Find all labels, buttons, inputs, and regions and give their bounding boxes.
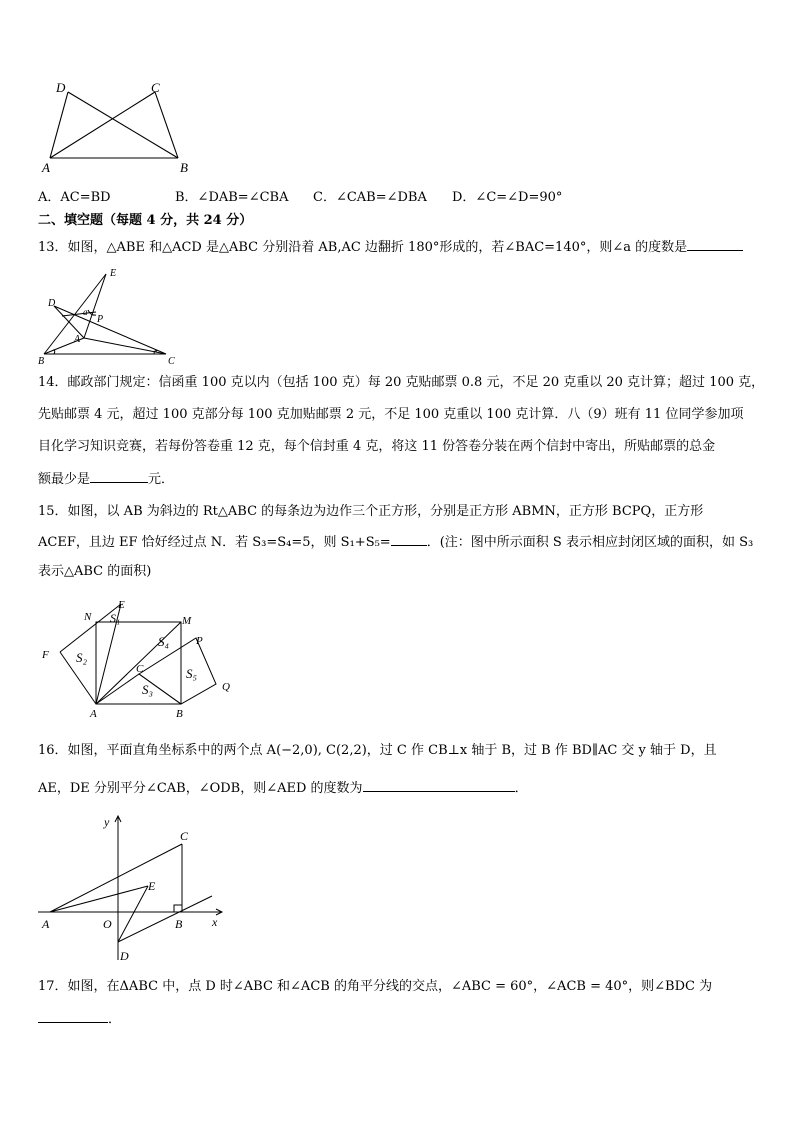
q15-line-3: 表示△ABC 的面积)	[38, 564, 152, 579]
q14-line-2: 先贴邮票 4 元，超过 100 克部分每 100 克加贴邮票 2 元，不足 100 克重以 100 克计算．八（9）班有 11 位同学参加项	[38, 407, 744, 422]
q16-answer-blank[interactable]	[363, 779, 515, 792]
q15-label-s1: S₁	[110, 611, 121, 625]
q15-label-a: A	[90, 708, 97, 720]
q16-label-d: D	[120, 949, 129, 963]
q15-answer-blank[interactable]	[391, 533, 427, 546]
q17-line-2-end: ．	[108, 1012, 122, 1027]
q15-label-p: P	[196, 635, 203, 647]
q17-line-2	[38, 1010, 758, 1029]
q15-figure	[36, 596, 246, 722]
q12-option-d: D．∠C=∠D=90°	[452, 190, 563, 205]
q16-label-o: O	[103, 917, 112, 931]
q13-label-a-angle: a	[83, 307, 88, 317]
q15-label-q: Q	[222, 681, 230, 693]
label-a: A	[42, 160, 50, 175]
q13-stem: 13．如图，△ABE 和△ACD 是△ABC 分别沿着 AB,AC 边翻折 180°形成的，若∠BAC=140°，则∠a 的度数是	[38, 240, 688, 255]
q13-label-b: B	[38, 356, 45, 367]
q13-label-e: E	[110, 268, 117, 279]
q14-suffix: 元．	[148, 472, 175, 487]
q12-option-b: B．∠DAB=∠CBA	[175, 190, 289, 205]
q16-line-2-text: AE，DE 分别平分∠CAB，∠ODB，则∠AED 的度数为	[38, 781, 363, 796]
q13-label-p: P	[97, 314, 104, 325]
q16-label-y: y	[104, 815, 110, 829]
q13-label-a: A	[74, 334, 81, 345]
q12-figure	[30, 78, 200, 178]
q16-line-2-end: ．	[514, 781, 528, 796]
q15-line-2a: ACEF，且边 EF 恰好经过点 N．若 S₃=S₄=5，则 S₁+S₅=	[38, 535, 391, 550]
q15-line-1: 15．如图，以 AB 为斜边的 Rt△ABC 的每条边为边作三个正方形，分别是正方形 ABMN，正方形 BCPQ，正方形	[38, 504, 704, 519]
q15-label-s2: S₂	[76, 650, 88, 665]
q16-figure	[36, 810, 236, 968]
q14-line-3: 目化学习知识竞赛，若每份答卷重 12 克，每个信封重 4 克，将这 11 份答卷分装在两个信封中寄出，所贴邮票的总金	[38, 439, 716, 454]
q15-label-b: B	[176, 708, 183, 720]
q16-label-x: x	[212, 915, 218, 929]
q14-line-4	[38, 470, 758, 489]
label-c: C	[151, 80, 160, 95]
q17-line-1: 17．如图，在ΔABC 中，点 D 时∠ABC 和∠ACB 的角平分线的交点，∠ABC = 60°，∠ACB = 40°，则∠BDC 为	[38, 979, 713, 994]
q15-label-s3: S₃	[142, 682, 154, 697]
q15-label-m: M	[182, 615, 192, 627]
q16-label-c: C	[180, 829, 189, 843]
q15-line-2b: ．(注：图中所示面积 S 表示相应封闭区域的面积，如 S₃	[426, 535, 754, 550]
q14-prefix: 额最少是	[38, 472, 91, 487]
segment-db	[68, 92, 178, 158]
q13-label-c: C	[168, 356, 175, 367]
q14-answer-blank[interactable]	[90, 470, 148, 483]
section-title-fill-in: 二、填空题（每题 4 分，共 24 分）	[38, 213, 253, 228]
q16-label-a: A	[42, 917, 50, 931]
q13-text	[38, 238, 758, 257]
q12-option-a: A．AC=BD	[38, 190, 111, 205]
q13-label-d: D	[48, 298, 56, 309]
label-d: D	[56, 80, 66, 95]
q16-label-e: E	[148, 879, 156, 893]
segment-bc	[155, 92, 178, 158]
q16-line-2	[38, 779, 758, 798]
q16-line-1: 16．如图，平面直角坐标系中的两个点 A(−2,0), C(2,2)，过 C 作 CB⊥x 轴于 B，过 B 作 BD∥AC 交 y 轴于 D，且	[38, 743, 717, 758]
q15-label-s5: S₅	[186, 666, 198, 681]
q12-option-c: C．∠CAB=∠DBA	[313, 190, 427, 205]
q15-line-2	[38, 533, 758, 552]
q15-label-f: F	[42, 649, 49, 661]
q13-figure	[36, 266, 186, 366]
q13-answer-blank[interactable]	[687, 238, 743, 251]
q15-label-n: N	[84, 611, 92, 623]
q15-label-e: E	[118, 599, 125, 611]
label-b: B	[180, 160, 188, 175]
q15-label-c: C	[136, 663, 144, 675]
q16-label-b: B	[175, 917, 183, 931]
q15-label-s4: S₄	[158, 634, 170, 649]
q17-answer-blank[interactable]	[38, 1010, 108, 1023]
q14-line-1: 14．邮政部门规定：信函重 100 克以内（包括 100 克）每 20 克贴邮票 0.8 元，不足 20 克重以 20 克计算；超过 100 克，	[38, 375, 765, 390]
